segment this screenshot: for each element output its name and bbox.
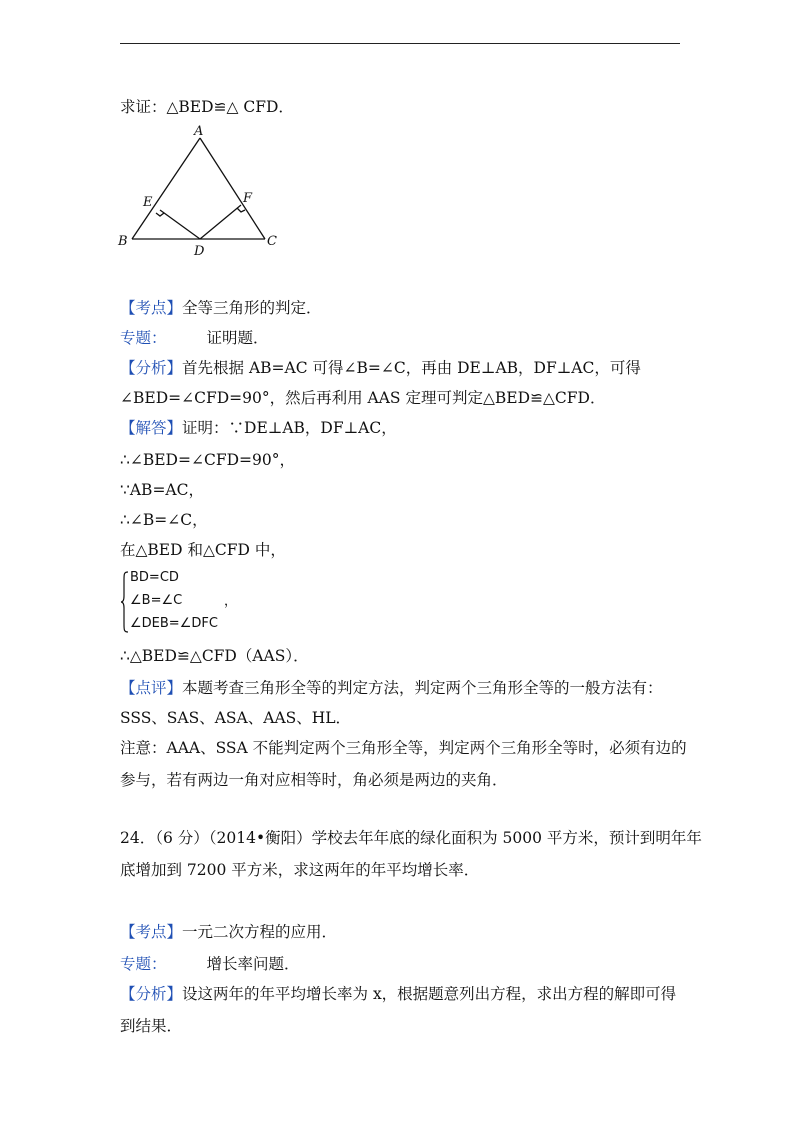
left-brace-icon: [120, 570, 130, 634]
zhuanti-label: 专题：: [120, 329, 167, 347]
dianping-tag: 【点评】: [120, 679, 183, 697]
header-rule: [120, 43, 680, 44]
q23-jieda-line1: [120, 418, 397, 438]
q24-kaodian-tag: 【考点】: [120, 923, 183, 941]
q24-fenxi-text-1: 设这两年的年平均增长率为 x，根据题意列出方程，求出方程的解即可得: [182, 985, 677, 1003]
proof-step-3: ∴∠B=∠C，: [120, 511, 208, 529]
q23-dianping-line1: [120, 678, 663, 698]
label-d: D: [194, 244, 205, 259]
kaodian-tag: 【考点】: [120, 299, 183, 317]
side-ac: [200, 138, 265, 239]
q24-zhuanti-label: 专题：: [120, 955, 167, 973]
system-eq-1: BD=CD: [130, 570, 179, 585]
label-c: C: [267, 234, 277, 249]
right-angle-mark-f: [237, 208, 245, 212]
note-line1: 注意：AAA、SSA 不能判定两个三角形全等，判定两个三角形全等时，必须有边的: [120, 739, 687, 757]
dianping-text-1: 本题考查三角形全等的判定方法，判定两个三角形全等的一般方法有：: [182, 679, 663, 697]
system-comma: ，: [224, 594, 238, 609]
right-angle-mark-e: [156, 213, 164, 216]
fenxi-text-1: 首先根据 AB=AC 可得∠B=∠C，再由 DE⊥AB，DF⊥AC，可得: [182, 359, 641, 377]
q23-fenxi-line1: [120, 358, 641, 378]
system-eq-3: ∠DEB=∠DFC: [130, 616, 218, 631]
segment-df: [200, 205, 241, 239]
q23-zhuanti: [120, 328, 269, 348]
side-ab: [132, 138, 200, 239]
jieda-tag: 【解答】: [120, 419, 183, 437]
zhuanti-text: 证明题．: [206, 329, 269, 347]
system-eq-2: ∠B=∠C: [130, 593, 183, 608]
equation-system: [120, 570, 260, 634]
q24-fenxi-line2: 到结果．: [120, 1017, 183, 1035]
q24-question-line2: 底增加到 7200 平方米，求这两年的年平均增长率．: [120, 861, 480, 879]
proof-step-1: ∴∠BED=∠CFD=90°，: [120, 451, 295, 469]
kaodian-text: 全等三角形的判定．: [182, 299, 322, 317]
q24-question-line1: 24．（6 分）（2014•衡阳）学校去年年底的绿化面积为 5000 平方米，预计到明年年: [120, 829, 702, 847]
proof-conclusion: ∴△BED≌△CFD（AAS）．: [120, 647, 309, 665]
proof-step-2: ∵AB=AC，: [120, 481, 204, 499]
q23-fenxi-line2: ∠BED=∠CFD=90°，然后再利用 AAS 定理可判定△BED≌△CFD．: [120, 389, 606, 407]
proof-statement: 求证：△BED≌△ CFD．: [120, 98, 294, 116]
segment-de: [160, 210, 200, 239]
q24-fenxi-tag: 【分析】: [120, 985, 183, 1003]
triangle-diagram: [115, 125, 285, 260]
q23-kaodian: [120, 298, 322, 318]
dianping-line2: SSS、SAS、ASA、AAS、HL．: [120, 709, 352, 727]
q24-fenxi-line1: [120, 984, 676, 1004]
label-a: A: [194, 125, 204, 139]
label-f: F: [243, 191, 253, 206]
proof-step-4: 在△BED 和△CFD 中，: [120, 541, 286, 559]
q24-kaodian: [120, 922, 337, 942]
fenxi-tag: 【分析】: [120, 359, 183, 377]
triangle-figure: [115, 125, 285, 264]
q24-zhuanti-text: 增长率问题．: [206, 955, 300, 973]
q24-kaodian-text: 一元二次方程的应用．: [182, 923, 338, 941]
jieda-text-1: 证明：∵DE⊥AB，DF⊥AC，: [182, 419, 397, 437]
note-line2: 参与，若有两边一角对应相等时，角必须是两边的夹角．: [120, 771, 508, 789]
label-e: E: [143, 195, 153, 210]
label-b: B: [118, 234, 128, 249]
q24-zhuanti: [120, 954, 300, 974]
